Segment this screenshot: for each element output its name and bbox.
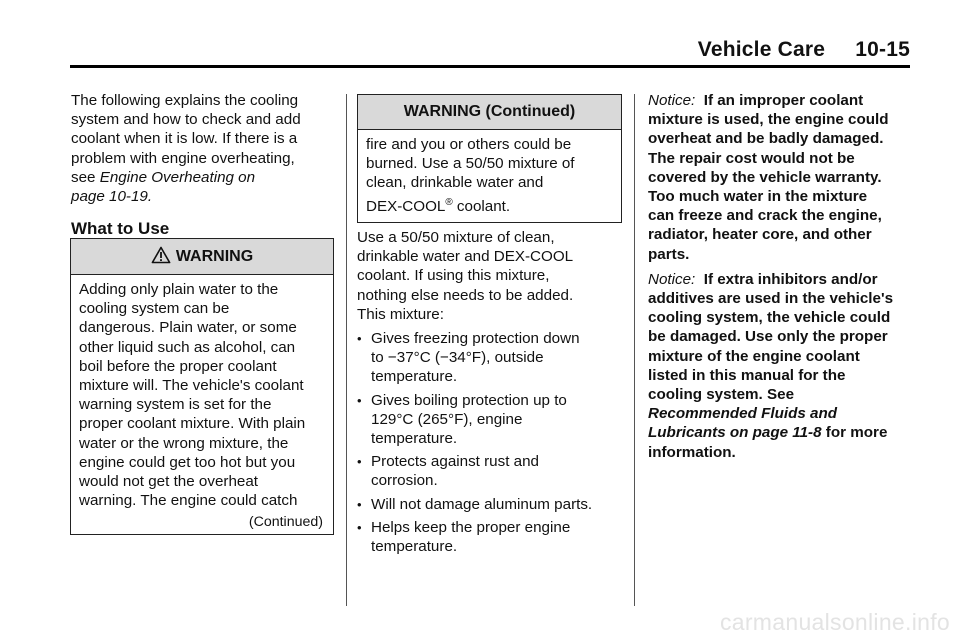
- intro-line: coolant when it is low. If there is a: [71, 130, 298, 148]
- list-item-line: to −37°C (−34°F), outside: [371, 349, 544, 367]
- warning-line: fire and you or others could be: [366, 136, 572, 153]
- bullet-icon: •: [357, 496, 362, 512]
- bullet-icon: •: [357, 519, 362, 535]
- warning-continued-header: WARNING (Continued): [358, 95, 621, 130]
- mixture-line: drinkable water and DEX-COOL: [357, 248, 574, 266]
- bullet-icon: •: [357, 454, 362, 470]
- notice-line: Too much water in the mixture: [648, 188, 868, 206]
- list-item: [357, 329, 622, 387]
- notice-line: cooling system. See: [648, 386, 795, 404]
- warning-line: would not get the overheat: [79, 473, 259, 491]
- column-divider-right: [634, 94, 635, 606]
- warning-triangle-icon: [151, 246, 171, 264]
- notice-line: can freeze and crack the engine,: [648, 207, 882, 225]
- notice-line: listed in this manual for the: [648, 366, 846, 384]
- warning-line: other liquid such as alcohol, can: [79, 338, 296, 356]
- notice-line: mixture is used, the engine could: [648, 111, 889, 129]
- bullet-icon: •: [357, 331, 362, 347]
- recommended-fluids-link[interactable]: Recommended Fluids and: [648, 405, 838, 423]
- coolant-text: coolant.: [452, 197, 511, 215]
- list-item-line: Will not damage aluminum parts.: [371, 495, 593, 513]
- list-item: [357, 495, 622, 514]
- see-suffix: .: [147, 188, 153, 206]
- warning-line: proper coolant mixture. With plain: [79, 415, 306, 433]
- warning-line: boil before the proper coolant: [79, 357, 277, 375]
- notice-line: mixture of the engine coolant: [648, 347, 860, 365]
- list-item-line: corrosion.: [371, 472, 438, 490]
- warning-continued-text: [358, 130, 621, 222]
- notice-line: information.: [648, 443, 736, 461]
- list-item-line: Protects against rust and: [371, 453, 539, 471]
- warning-line: warning system is set for the: [79, 396, 272, 414]
- notice-line: covered by the vehicle warranty.: [648, 168, 882, 186]
- notice-line: be damaged. Use only the proper: [648, 328, 888, 346]
- warning-box: [70, 238, 334, 535]
- see-prefix: see: [71, 168, 100, 186]
- intro-paragraph: [71, 91, 333, 206]
- column-divider-left: [346, 94, 347, 606]
- warning-line: cooling system can be: [79, 300, 230, 318]
- warning-header: [71, 239, 333, 275]
- warning-line: warning. The engine could catch: [79, 492, 298, 510]
- dexcool-text: DEX-COOL: [366, 197, 446, 215]
- benefit-list: [357, 329, 622, 556]
- warning-text: [71, 275, 333, 531]
- lubricants-page-link[interactable]: Lubricants on page 11-8: [648, 424, 822, 442]
- mixture-line: nothing else needs to be added.: [357, 286, 574, 304]
- intro-line: problem with engine overheating,: [71, 149, 295, 167]
- mixture-line: coolant. If using this mixture,: [357, 267, 550, 285]
- warning-line: clean, drinkable water and: [366, 174, 544, 192]
- warning-continued-box: [357, 94, 622, 223]
- list-item: [357, 518, 622, 556]
- section-heading: What to Use: [71, 219, 170, 239]
- mixture-line: Use a 50/50 mixture of clean,: [357, 229, 555, 246]
- list-item: [357, 391, 622, 449]
- warning-line: mixture will. The vehicle's coolant: [79, 377, 304, 395]
- engine-overheating-page-link[interactable]: page 10-19: [71, 188, 148, 206]
- continued-label: (Continued): [248, 514, 323, 531]
- warning-line: Adding only plain water to the: [79, 281, 279, 298]
- intro-line: The following explains the cooling: [71, 92, 299, 109]
- mixture-line: This mixture:: [357, 305, 444, 323]
- notice-label: Notice:: [648, 270, 696, 288]
- notice-text: If an improper coolant: [695, 92, 864, 109]
- notice-line: overheat and be badly damaged.: [648, 130, 884, 148]
- notice-line: additives are used in the vehicle's: [648, 290, 894, 308]
- notice-inhibitors: [648, 270, 914, 462]
- list-item-line: temperature.: [371, 538, 458, 556]
- notice-line: cooling system, the vehicle could: [648, 309, 891, 327]
- intro-line: system and how to check and add: [71, 111, 301, 129]
- notice-line: radiator, heater core, and other: [648, 226, 872, 244]
- warning-line: engine could get too hot but you: [79, 453, 296, 471]
- warning-line: burned. Use a 50/50 mixture of: [366, 155, 575, 173]
- page-header: [70, 38, 910, 68]
- notice-label: Notice:: [648, 92, 696, 109]
- column-left: [71, 91, 333, 238]
- notice-text: If extra inhibitors and/or: [695, 270, 878, 288]
- warning-title: WARNING: [175, 248, 254, 265]
- list-item-line: 129°C (265°F), engine: [371, 410, 523, 428]
- site-watermark: carmanualsonline.info: [719, 609, 950, 635]
- list-item-line: temperature.: [371, 368, 458, 386]
- list-item-line: temperature.: [371, 430, 458, 448]
- engine-overheating-link[interactable]: Engine Overheating on: [99, 168, 256, 186]
- list-item: [357, 452, 622, 490]
- list-item-line: Helps keep the proper engine: [371, 518, 571, 536]
- list-item-line: Gives boiling protection up to: [371, 391, 567, 409]
- warning-line: dangerous. Plain water, or some: [79, 319, 297, 337]
- registered-mark: ®: [445, 196, 453, 208]
- page-title: Vehicle Care 10-15: [697, 38, 910, 61]
- list-item-line: Gives freezing protection down: [371, 330, 580, 348]
- notice-improper-coolant: [648, 91, 914, 264]
- notice-line: parts.: [648, 245, 690, 263]
- bullet-icon: •: [357, 392, 362, 408]
- column-right: [648, 91, 914, 468]
- ref-suffix: for more: [821, 424, 888, 442]
- notice-line: The repair cost would not be: [648, 149, 855, 167]
- mixture-paragraph: [357, 228, 622, 324]
- column-middle: [357, 228, 622, 560]
- warning-line: water or the wrong mixture, the: [79, 434, 289, 452]
